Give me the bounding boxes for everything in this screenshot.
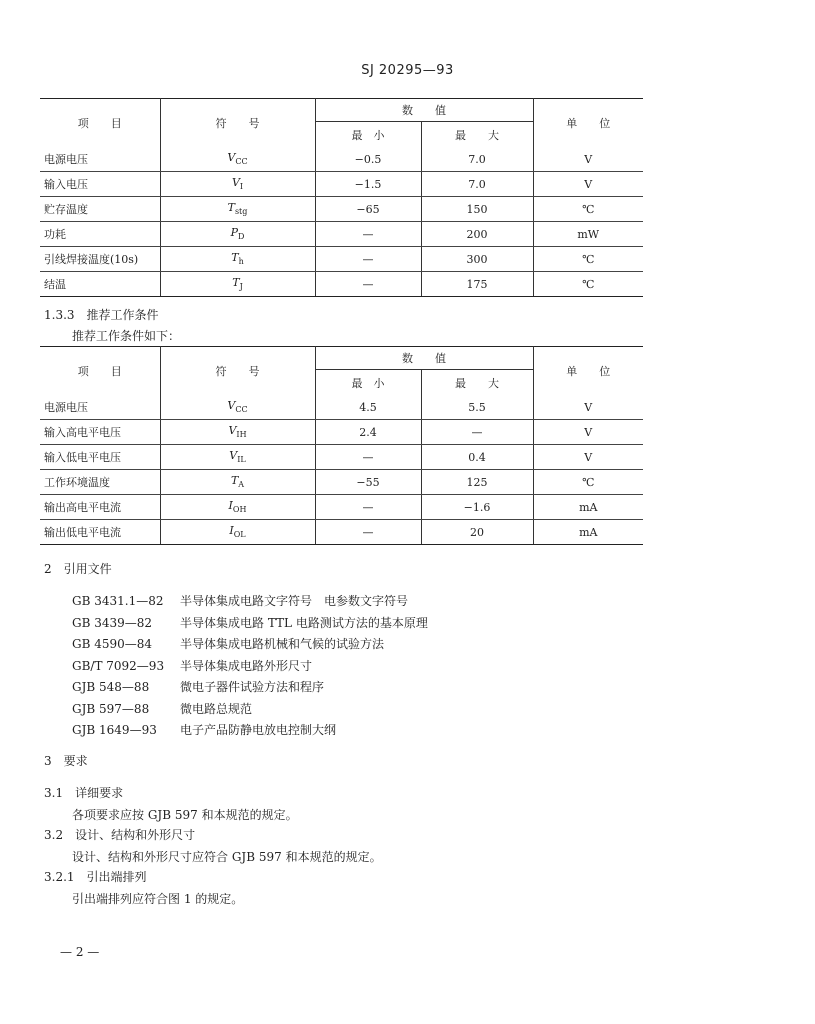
cell-min: — bbox=[315, 272, 421, 297]
section-3-1-title: 3.1 详细要求 bbox=[44, 786, 124, 800]
cell-max: 0.4 bbox=[421, 445, 533, 470]
cell-max: 125 bbox=[421, 470, 533, 495]
table-row bbox=[40, 172, 643, 197]
col-header-item: 项 目 bbox=[40, 347, 160, 396]
reference-title: 电子产品防静电放电控制大纲 bbox=[180, 723, 337, 737]
table-row bbox=[40, 445, 643, 470]
cell-symbol: $V_{CC}$ bbox=[160, 147, 315, 172]
cell-item: 功耗 bbox=[40, 222, 160, 247]
section-3-2-1-title: 3.2.1 引出端排列 bbox=[44, 870, 147, 884]
section-3-2-text: 设计、结构和外形尺寸应符合 GJB 597 和本规范的规定。 bbox=[72, 850, 382, 864]
document-header: SJ 20295—93 bbox=[361, 63, 454, 78]
cell-item: 电源电压 bbox=[40, 147, 160, 172]
cell-unit: ℃ bbox=[533, 470, 643, 495]
reference-code: GB/T 7092—93 bbox=[72, 658, 165, 673]
col-header-value: 数 值 bbox=[315, 99, 533, 122]
cell-item: 贮存温度 bbox=[40, 197, 160, 222]
reference-code: GJB 1649—93 bbox=[72, 723, 157, 737]
cell-unit: V bbox=[533, 147, 643, 172]
cell-unit: V bbox=[533, 395, 643, 420]
reference-item bbox=[72, 678, 324, 695]
col-header-symbol: 符 号 bbox=[160, 347, 315, 396]
section-2-title: 2 引用文件 bbox=[44, 562, 112, 576]
col-header-unit: 单 位 bbox=[533, 99, 643, 148]
cell-item: 输入电压 bbox=[40, 172, 160, 197]
cell-symbol: $V_{IH}$ bbox=[160, 420, 315, 445]
cell-symbol: $T_h$ bbox=[160, 247, 315, 272]
reference-title: 微电子器件试验方法和程序 bbox=[180, 680, 325, 694]
cell-max: 175 bbox=[421, 272, 533, 297]
recommended-conditions-table bbox=[40, 346, 643, 545]
col-header-unit: 单 位 bbox=[533, 347, 643, 396]
cell-min: — bbox=[315, 520, 421, 545]
cell-max: 5.5 bbox=[421, 395, 533, 420]
reference-code: GJB 548—88 bbox=[72, 680, 150, 694]
col-header-max: 最 大 bbox=[421, 122, 533, 147]
reference-item bbox=[72, 635, 384, 652]
cell-unit: V bbox=[533, 445, 643, 470]
col-header-item: 项 目 bbox=[40, 99, 160, 148]
cell-min: — bbox=[315, 222, 421, 247]
cell-min: — bbox=[315, 247, 421, 272]
table-row bbox=[40, 197, 643, 222]
cell-min: −65 bbox=[315, 197, 421, 222]
reference-title: 半导体集成电路外形尺寸 bbox=[180, 658, 313, 673]
table-row bbox=[40, 147, 643, 172]
cell-min: — bbox=[315, 445, 421, 470]
reference-code: GB 3439—82 bbox=[72, 615, 153, 630]
col-header-max: 最 大 bbox=[421, 370, 533, 395]
cell-item: 输入高电平电压 bbox=[40, 420, 160, 445]
cell-max: 150 bbox=[421, 197, 533, 222]
table-row bbox=[40, 420, 643, 445]
cell-unit: V bbox=[533, 172, 643, 197]
cell-item: 结温 bbox=[40, 272, 160, 297]
reference-item bbox=[72, 614, 428, 631]
cell-item: 引线焊接温度(10s) bbox=[40, 247, 160, 272]
cell-unit: V bbox=[533, 420, 643, 445]
reference-title: 半导体集成电路 TTL 电路测试方法的基本原理 bbox=[180, 615, 428, 630]
cell-max: 20 bbox=[421, 520, 533, 545]
section-3-2-title: 3.2 设计、结构和外形尺寸 bbox=[44, 828, 196, 842]
page-number: — 2 — bbox=[60, 945, 100, 959]
col-header-value: 数 值 bbox=[315, 347, 533, 370]
cell-max: 7.0 bbox=[421, 147, 533, 172]
col-header-min: 最 小 bbox=[315, 122, 421, 147]
cell-item: 输出低电平电流 bbox=[40, 520, 160, 545]
cell-symbol: $I_{OH}$ bbox=[160, 495, 315, 520]
cell-max: — bbox=[421, 420, 533, 445]
table-row bbox=[40, 247, 643, 272]
reference-item bbox=[72, 700, 252, 717]
cell-symbol: $I_{OL}$ bbox=[160, 520, 315, 545]
reference-title: 半导体集成电路文字符号 电参数文字符号 bbox=[180, 594, 409, 608]
cell-symbol: $V_{CC}$ bbox=[160, 395, 315, 420]
section-1-3-3-title: 1.3.3 推荐工作条件 bbox=[44, 308, 159, 322]
cell-max: 300 bbox=[421, 247, 533, 272]
cell-unit: mA bbox=[533, 495, 643, 520]
section-3-title: 3 要求 bbox=[44, 754, 88, 768]
cell-min: −0.5 bbox=[315, 147, 421, 172]
cell-item: 工作环境温度 bbox=[40, 470, 160, 495]
absolute-max-ratings-table bbox=[40, 98, 643, 297]
table-row bbox=[40, 272, 643, 297]
cell-symbol: $P_D$ bbox=[160, 222, 315, 247]
reference-title: 半导体集成电路机械和气候的试验方法 bbox=[180, 637, 385, 651]
table-row bbox=[40, 495, 643, 520]
reference-title: 微电路总规范 bbox=[180, 701, 253, 716]
cell-symbol: $T_J$ bbox=[160, 272, 315, 297]
section-3-2-1-text: 引出端排列应符合图 1 的规定。 bbox=[72, 892, 244, 906]
cell-unit: mA bbox=[533, 520, 643, 545]
table-row bbox=[40, 395, 643, 420]
reference-item bbox=[72, 592, 408, 609]
section-3-1-text: 各项要求应按 GJB 597 和本规范的规定。 bbox=[72, 808, 298, 822]
section-1-3-3-intro: 推荐工作条件如下： bbox=[72, 329, 181, 343]
table-row bbox=[40, 222, 643, 247]
cell-symbol: $T_A$ bbox=[160, 470, 315, 495]
cell-max: −1.6 bbox=[421, 495, 533, 520]
cell-unit: mW bbox=[533, 222, 643, 247]
cell-symbol: $V_{IL}$ bbox=[160, 445, 315, 470]
reference-item bbox=[72, 721, 336, 738]
col-header-min: 最 小 bbox=[315, 370, 421, 395]
cell-min: −55 bbox=[315, 470, 421, 495]
reference-code: GB 4590—84 bbox=[72, 637, 153, 651]
reference-item bbox=[72, 657, 312, 674]
cell-unit: ℃ bbox=[533, 197, 643, 222]
cell-symbol: $V_I$ bbox=[160, 172, 315, 197]
cell-item: 电源电压 bbox=[40, 395, 160, 420]
table-row bbox=[40, 470, 643, 495]
cell-unit: ℃ bbox=[533, 272, 643, 297]
cell-min: 4.5 bbox=[315, 395, 421, 420]
reference-code: GJB 597—88 bbox=[72, 701, 150, 716]
cell-item: 输出高电平电流 bbox=[40, 495, 160, 520]
reference-code: GB 3431.1—82 bbox=[72, 594, 164, 608]
cell-min: — bbox=[315, 495, 421, 520]
table-row bbox=[40, 520, 643, 545]
cell-min: 2.4 bbox=[315, 420, 421, 445]
cell-min: −1.5 bbox=[315, 172, 421, 197]
cell-unit: ℃ bbox=[533, 247, 643, 272]
cell-item: 输入低电平电压 bbox=[40, 445, 160, 470]
cell-max: 7.0 bbox=[421, 172, 533, 197]
cell-max: 200 bbox=[421, 222, 533, 247]
col-header-symbol: 符 号 bbox=[160, 99, 315, 148]
cell-symbol: $T_{stg}$ bbox=[160, 197, 315, 222]
